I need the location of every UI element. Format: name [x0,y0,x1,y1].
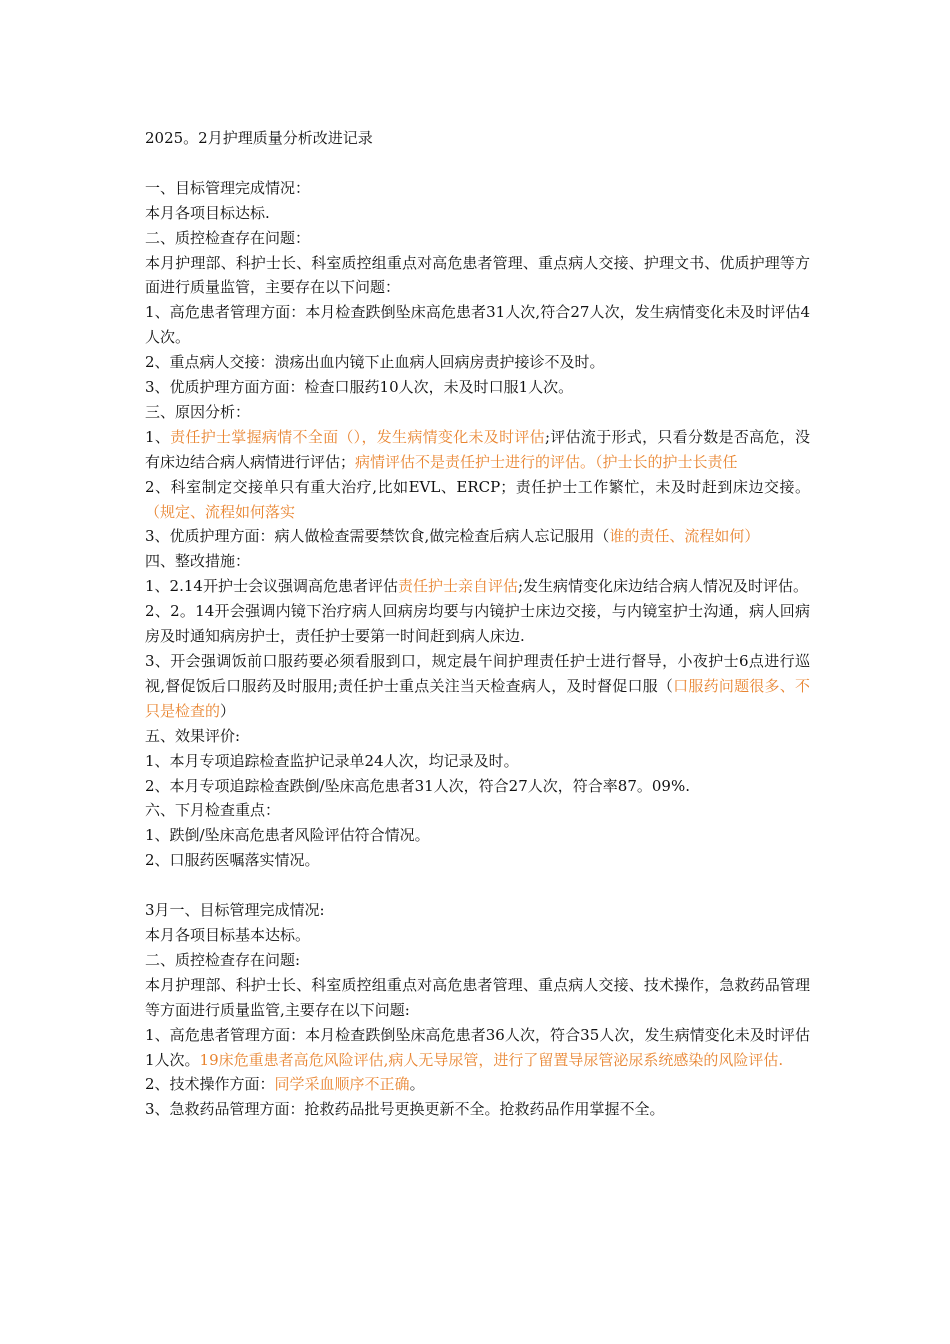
feb-section2-item3: 3、优质护理方面方面：检查口服药10人次，未及时口服1人次。 [145,378,574,397]
feb-section5-heading: 五、效果评价: [145,726,241,745]
mar-section2-heading: 二、质控检查存在问题: [145,950,301,969]
feb-section2-item2: 2、重点病人交接：溃疡出血内镜下止血病人回病房责护接诊不及时。 [145,353,605,372]
feb-section6-item2: 2、口服药医嘱落实情况。 [145,851,320,870]
mar-section2-intro: 本月护理部、科护士长、科室质控组重点对高危患者管理、重点病人交接、技术操作，急救药品管理等方面进行质量监管,主要存在以下问题: [145,975,810,1019]
item-text: 1、2.14开护士会议强调高危患者评估 [145,577,398,596]
item-text: 3、开会强调饭前口服药要必须看服到口，规定晨午间护理责任护士进行督导，小夜护士6点进行巡视,督促饭后口服药及时服用;责任护士重点关注当天检查病人，及时督促口服（ [145,652,810,695]
feb-section2-heading: 二、质控检查存在问题： [145,228,311,247]
highlight-comment: 口服药问题很多、不只是检查的 [145,676,810,720]
item-text: 2、技术操作方面： [145,1075,275,1094]
mar-section1-text: 本月各项目标基本达标。 [145,925,311,944]
feb-section3-heading: 三、原因分析： [145,402,251,421]
feb-section3-item2 [145,475,810,525]
highlight-comment: （规定、流程如何落实 [145,502,296,521]
highlight-comment: 责任护士亲自评估 [397,577,518,596]
blank-line [145,873,810,898]
feb-section4-item2: 2、2。14开会强调内镜下治疗病人回病房均要与内镜护士床边交接，与内镜室护士沟通，病人回病房及时通知病房护士，责任护士要第一时间赶到病人床边. [145,602,810,646]
mar-section2-item2 [145,1072,810,1097]
feb-section4-item3 [145,649,810,724]
feb-section3-item1 [145,425,810,475]
feb-section5-item1: 1、本月专项追踪检查监护记录单24人次，均记录及时。 [145,751,519,770]
item-text: ;发生病情变化床边结合病人情况及时评估。 [517,577,809,596]
item-text: 3、优质护理方面：病人做检查需要禁饮食,做完检查后病人忘记服用（ [145,527,610,546]
feb-section4-heading: 四、整改措施： [145,552,251,571]
feb-section1-heading: 一、目标管理完成情况： [145,178,311,197]
highlight-comment: 同学采血顺序不正确 [274,1075,410,1094]
highlight-comment: 谁的责任、流程如何） [609,527,760,546]
item-text: 。 [409,1075,425,1094]
blank-line [145,151,810,176]
mar-section2-item1 [145,1023,810,1073]
item-text: ;评估流于形式，只看分数是否高危，没有床边结合病人病情进行评估； [145,427,810,471]
feb-section5-item2: 2、本月专项追踪检查跌倒/坠床高危患者31人次，符合27人次，符合率87。09%. [145,776,690,795]
highlight-comment: 责任护士掌握病情不全面（），发生病情变化未及时评估 [170,427,545,446]
feb-section6-item1: 1、跌倒/坠床高危患者风险评估符合情况。 [145,826,430,845]
item-number: 1、 [145,427,171,446]
highlight-comment: 病情评估不是责任护士进行的评估。（护士长的护士长责任 [355,452,738,471]
mar-section1-heading: 3月一、目标管理完成情况: [145,901,325,920]
feb-section4-item1 [145,574,810,599]
feb-section6-heading: 六、下月检查重点： [145,801,281,820]
feb-section1-text: 本月各项目标达标. [145,203,270,222]
feb-section2-intro: 本月护理部、科护士长、科室质控组重点对高危患者管理、重点病人交接、护理文书、优质护理等方面进行质量监管，主要存在以下问题： [145,253,810,297]
feb-section2-item1: 1、高危患者管理方面：本月检查跌倒坠床高危患者31人次,符合27人次，发生病情变化未及时评估4人次。 [145,303,810,347]
mar-section2-item3: 3、急救药品管理方面：抢救药品批号更换更新不全。抢救药品作用掌握不全。 [145,1100,665,1119]
feb-section3-item3 [145,524,810,549]
item-text: 1、高危患者管理方面：本月检查跌倒坠床高危患者36人次，符合35人次，发生病情变化未及时评估1人次。 [145,1025,810,1069]
highlight-comment: 19床危重患者高危风险评估,病人无导尿管，进行了留置导尿管泌尿系统感染的风险评估. [199,1050,784,1069]
document-page [145,126,810,1122]
item-text: 2、科室制定交接单只有重大治疗,比如EVL、ERCP；责任护士工作繁忙，未及时赶到床边交接。 [145,477,810,496]
document-title: 2025。2月护理质量分析改进记录 [145,129,373,147]
item-text: ） [220,701,236,720]
